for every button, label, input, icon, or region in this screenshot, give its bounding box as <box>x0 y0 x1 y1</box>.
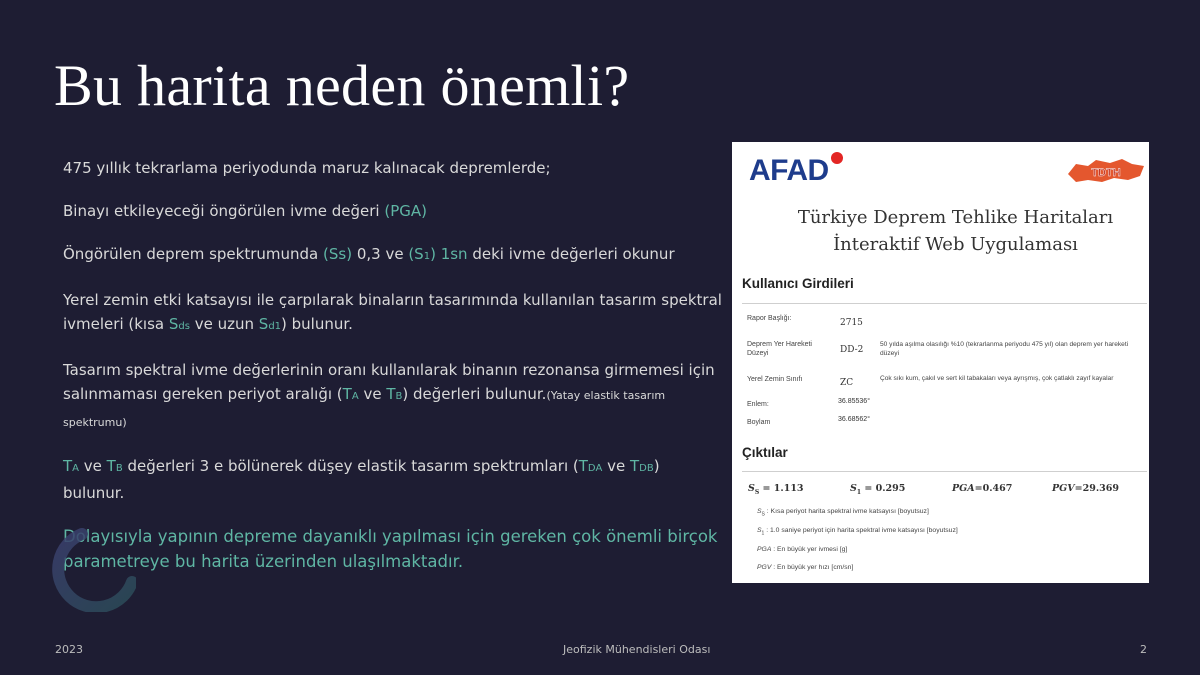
ground-motion-level-value: DD-2 <box>840 345 864 355</box>
tdth-logo <box>1066 154 1146 188</box>
divider <box>742 471 1147 472</box>
bullet-3: Öngörülen deprem spektrumunda (Ss) 0,3 ve (S1) 1sn deki ivme değerleri okunur <box>63 245 675 263</box>
footer-year: 2023 <box>55 643 83 656</box>
footer-organization: Jeofizik Mühendisleri Odası <box>563 643 711 656</box>
inputs-heading: Kullanıcı Girdileri <box>742 276 854 291</box>
row-label: Rapor Başlığı: <box>747 315 792 322</box>
decorative-arc-icon <box>52 528 136 612</box>
output-s1: $S_1 = 0.295$ <box>850 483 906 496</box>
soil-class-value: ZC <box>840 378 854 388</box>
bullet-4: Yerel zemin etki katsayısı ile çarpılarak binaların tasarımında kullanılan tasarım spektral ivmeleri (kısa Sds ve uzun Sd1) bulunur. <box>63 291 722 333</box>
outputs-heading: Çıktılar <box>742 445 788 460</box>
report-title-value: 2715 <box>840 318 863 328</box>
row-label: Deprem Yer Hareketi Düzeyi <box>747 341 812 357</box>
output-pga: PGA=0.467 <box>952 483 1013 494</box>
legend-pgv: PGV : En büyük yer hızı [cm/sn] <box>757 564 854 571</box>
row-label: Yerel Zemin Sınıfı <box>747 376 803 383</box>
legend-s1: $S_1$ : 1.0 saniye periyot için harita spektral ivme katsayısı [boyutsuz] <box>757 527 958 537</box>
bullet-1: 475 yıllık tekrarlama periyodunda maruz kalınacak depremlerde; <box>63 159 551 177</box>
bullet-list <box>63 156 723 593</box>
card-title: Türkiye Deprem Tehlike Haritaları İnteraktif Web Uygulaması <box>797 207 1114 255</box>
slide-title: Bu harita neden önemli? <box>54 53 630 118</box>
soil-class-desc: Çok sıkı kum, çakıl ve sert kil tabakaları veya ayrışmış, çok çatlaklı zayıf kayalar <box>880 375 1114 382</box>
ground-motion-level-desc: 50 yılda aşılma olasılığı %10 (tekrarlanma periyodu 475 yıl) olan deprem yer hareketi düzeyi <box>880 341 1129 357</box>
afad-logo: AFAD <box>749 154 829 187</box>
legend-pga: PGA : En büyük yer ivmesi [g] <box>757 546 848 553</box>
row-label: Enlem: <box>747 401 769 408</box>
latitude-value: 36.85536° <box>838 398 870 405</box>
divider <box>742 303 1147 304</box>
bullet-6: TA ve TB değerleri 3 e bölünerek düşey elastik tasarım spektrumları (TDA ve TDB) bulunur. <box>63 457 660 502</box>
afad-report-image <box>732 142 1149 583</box>
legend-ss: $S_S$ : Kısa periyot harita spektral ivme katsayısı [boyutsuz] <box>757 508 929 518</box>
longitude-value: 36.68562° <box>838 416 870 423</box>
footer-page-number: 2 <box>1140 643 1147 656</box>
conclusion-text: Dolayısıyla yapının depreme dayanıklı yapılması için gereken çok önemli birçok parametreye bu harita üzerinden ulaşılmaktadır. <box>63 527 718 571</box>
svg-text:TDTH: TDTH <box>1091 167 1121 179</box>
output-pgv: PGV=29.369 <box>1052 483 1119 494</box>
turkish-flag-icon <box>831 152 843 164</box>
row-label: Boylam <box>747 419 771 426</box>
output-ss: $S_S = 1.113$ <box>748 483 804 496</box>
bullet-2: Binayı etkileyeceği öngörülen ivme değeri (PGA) <box>63 202 427 220</box>
bullet-5: Tasarım spektral ivme değerlerinin oranı kullanılarak binanın rezonansa girmemesi için salınmaması gereken periyot aralığı (TA ve TB) değerleri bulunur.(Yatay elastik tasarım spektrumu) <box>63 361 715 429</box>
